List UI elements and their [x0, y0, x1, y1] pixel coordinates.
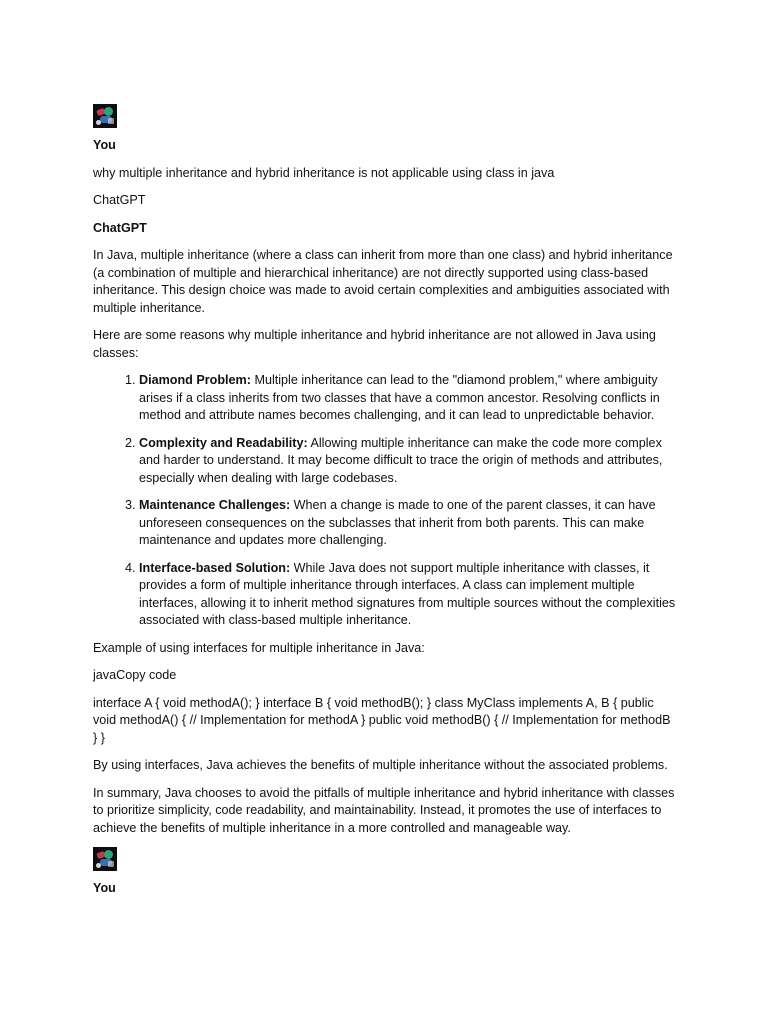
- answer-intro: In Java, multiple inheritance (where a class can inherit from more than one class) and hybrid inheritance (a combination of multiple and hierarchical inheritance) are not directly supported using class-based inheritance. This design choice was made to avoid certain complexities and ambiguities associated with multiple inheritance.: [93, 248, 673, 315]
- user-avatar-icon: [93, 104, 117, 128]
- reason-text: Allowing multiple inheritance can make the code more complex and harder to understand. It may become difficult to trace the origin of methods and attributes, especially when dealing with large codebases.: [139, 435, 663, 485]
- user-name: You: [93, 881, 116, 895]
- reason-title: Maintenance Challenges:: [139, 498, 291, 512]
- list-item: [139, 497, 677, 550]
- reason-title: Interface-based Solution:: [139, 560, 291, 575]
- reason-text: Multiple inheritance can lead to the "diamond problem," where ambiguity arises if a class inherits from two classes that have a common ancestor. Resolving conflicts in method and attribute names becomes challenging, and it can lead to unpredictable behavior.: [139, 373, 660, 422]
- user-question: why multiple inheritance and hybrid inheritance is not applicable using class in java: [93, 165, 555, 180]
- benefits-text: By using interfaces, Java achieves the benefits of multiple inheritance without the associated problems.: [93, 758, 668, 772]
- list-item: [139, 560, 677, 630]
- reasons-list: [93, 372, 677, 630]
- assistant-name: ChatGPT: [93, 220, 147, 235]
- example-intro: Example of using interfaces for multiple inheritance in Java:: [93, 640, 425, 655]
- reason-text: When a change is made to one of the parent classes, it can have unforeseen consequences on the subclasses that inherit from both parents. This can make maintenance and updates more challenging.: [139, 498, 656, 547]
- list-item: [139, 372, 677, 425]
- chat-transcript: [93, 104, 677, 908]
- reasons-intro: Here are some reasons why multiple inheritance and hybrid inheritance are not allowed in Java using classes:: [93, 328, 656, 360]
- assistant-label: ChatGPT: [93, 193, 146, 207]
- list-item: [139, 435, 677, 488]
- user-avatar-icon: [93, 847, 117, 871]
- reason-title: Diamond Problem:: [139, 373, 251, 387]
- reason-text: While Java does not support multiple inheritance with classes, it provides a form of multiple inheritance through interfaces. A class can implement multiple interfaces, allowing it to inherit method signatures from multiple sources without the complexities associated with class-based multiple inheritance.: [139, 560, 676, 627]
- code-snippet: interface A { void methodA(); } interface B { void methodB(); } class MyClass implements A, B { public void methodA() { // Implementation for methodA } public void methodB() { // Implementation for methodB } }: [93, 695, 671, 745]
- reason-title: Complexity and Readability:: [139, 435, 308, 450]
- code-label: javaCopy code: [93, 668, 177, 682]
- summary-text: In summary, Java chooses to avoid the pitfalls of multiple inheritance and hybrid inheritance with classes to prioritize simplicity, code readability, and maintainability. Instead, it promotes the use of interfaces to achieve the benefits of multiple inheritance in a more controlled and manageable way.: [93, 785, 675, 835]
- user-name: You: [93, 138, 116, 152]
